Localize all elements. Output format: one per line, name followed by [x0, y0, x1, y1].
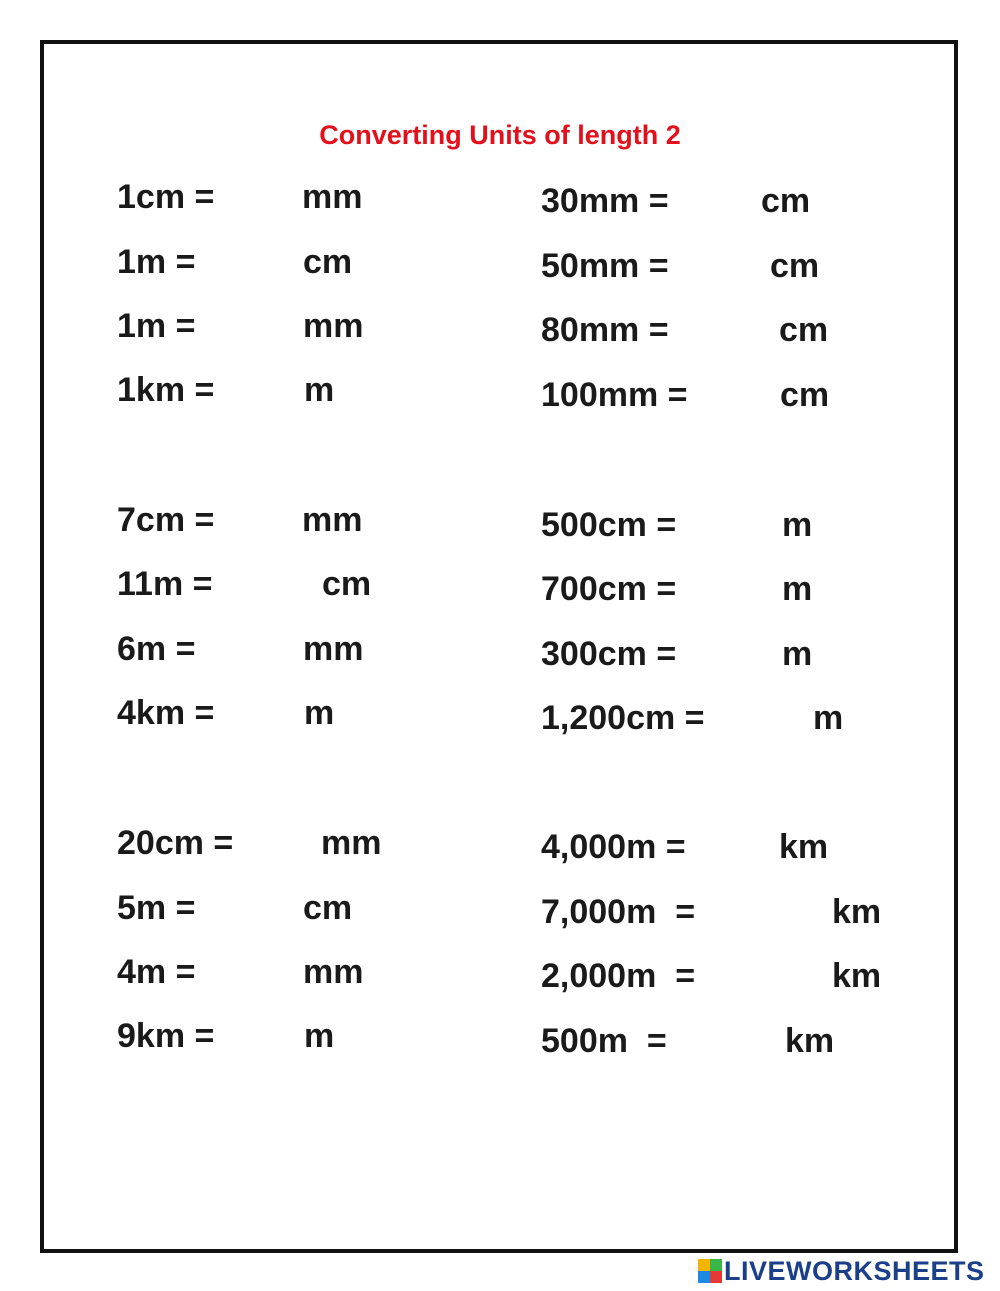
left-unit-5: mm: [302, 501, 363, 539]
right-question-4: 100mm =: [541, 376, 688, 414]
left-question-9: 20cm =: [117, 824, 234, 862]
worksheet-title: Converting Units of length 2: [319, 120, 681, 150]
left-unit-8: m: [304, 694, 335, 732]
right-answer-field-9[interactable]: [701, 826, 771, 866]
right-unit-1: cm: [761, 182, 811, 220]
left-answer-field-3[interactable]: [201, 305, 295, 345]
left-question-12: 9km =: [117, 1017, 215, 1055]
left-question-6: 11m =: [117, 565, 213, 603]
left-unit-9: mm: [321, 824, 382, 862]
left-question-11: 4m =: [117, 953, 196, 991]
right-unit-7: m: [782, 635, 813, 673]
left-answer-field-10[interactable]: [201, 887, 295, 927]
right-answer-field-8[interactable]: [720, 697, 805, 737]
left-unit-10: cm: [303, 889, 353, 927]
left-unit-1: mm: [302, 178, 363, 216]
right-answer-field-3[interactable]: [663, 309, 771, 349]
left-unit-12: m: [304, 1017, 335, 1055]
logo-tile: [710, 1271, 722, 1283]
right-answer-field-11[interactable]: [720, 955, 824, 995]
left-unit-6: cm: [322, 565, 372, 603]
logo-tile: [710, 1259, 722, 1271]
left-answer-field-12[interactable]: [220, 1015, 296, 1055]
left-answer-field-4[interactable]: [220, 369, 296, 409]
left-question-8: 4km =: [117, 694, 215, 732]
left-answer-field-6[interactable]: [220, 563, 314, 603]
left-answer-field-7[interactable]: [201, 628, 295, 668]
right-question-11: 2,000m =: [541, 957, 696, 995]
right-answer-field-10[interactable]: [720, 891, 824, 931]
left-answer-field-2[interactable]: [201, 241, 295, 281]
right-question-2: 50mm =: [541, 247, 669, 285]
right-question-12: 500m =: [541, 1022, 667, 1060]
right-answer-field-4[interactable]: [682, 374, 772, 414]
right-question-3: 80mm =: [541, 311, 669, 349]
right-answer-field-1[interactable]: [663, 180, 753, 220]
right-question-8: 1,200cm =: [541, 699, 705, 737]
left-unit-7: mm: [303, 630, 364, 668]
left-unit-4: m: [304, 371, 335, 409]
right-question-10: 7,000m =: [541, 893, 696, 931]
left-question-3: 1m =: [117, 307, 196, 345]
liveworksheets-logo: [698, 1256, 985, 1286]
left-unit-2: cm: [303, 243, 353, 281]
left-question-2: 1m =: [117, 243, 196, 281]
right-answer-field-12[interactable]: [682, 1020, 777, 1060]
logo-text: LIVEWORKSHEETS: [724, 1255, 985, 1286]
left-answer-field-8[interactable]: [220, 692, 296, 732]
left-answer-field-9[interactable]: [239, 822, 313, 862]
left-answer-field-5[interactable]: [220, 499, 294, 539]
right-question-9: 4,000m =: [541, 828, 686, 866]
left-question-1: 1cm =: [117, 178, 215, 216]
liveworksheets-logo-icon: [698, 1259, 722, 1283]
right-unit-11: km: [832, 957, 882, 995]
right-unit-3: cm: [779, 311, 829, 349]
right-answer-field-6[interactable]: [682, 568, 774, 608]
right-answer-field-7[interactable]: [682, 633, 774, 673]
left-answer-field-11[interactable]: [201, 951, 295, 991]
right-unit-5: m: [782, 506, 813, 544]
right-unit-9: km: [779, 828, 829, 866]
left-question-4: 1km =: [117, 371, 215, 409]
left-question-7: 6m =: [117, 630, 196, 668]
right-unit-12: km: [785, 1022, 835, 1060]
right-unit-2: cm: [770, 247, 820, 285]
right-question-7: 300cm =: [541, 635, 677, 673]
logo-tile: [698, 1271, 710, 1283]
left-unit-3: mm: [303, 307, 364, 345]
logo-tile: [698, 1259, 710, 1271]
left-question-5: 7cm =: [117, 501, 215, 539]
left-unit-11: mm: [303, 953, 364, 991]
right-unit-6: m: [782, 570, 813, 608]
left-question-10: 5m =: [117, 889, 196, 927]
right-question-1: 30mm =: [541, 182, 669, 220]
right-question-6: 700cm =: [541, 570, 677, 608]
right-unit-4: cm: [780, 376, 830, 414]
right-unit-8: m: [813, 699, 844, 737]
right-answer-field-2[interactable]: [663, 245, 762, 285]
right-answer-field-5[interactable]: [682, 504, 774, 544]
left-answer-field-1[interactable]: [220, 176, 294, 216]
right-question-5: 500cm =: [541, 506, 677, 544]
right-unit-10: km: [832, 893, 882, 931]
